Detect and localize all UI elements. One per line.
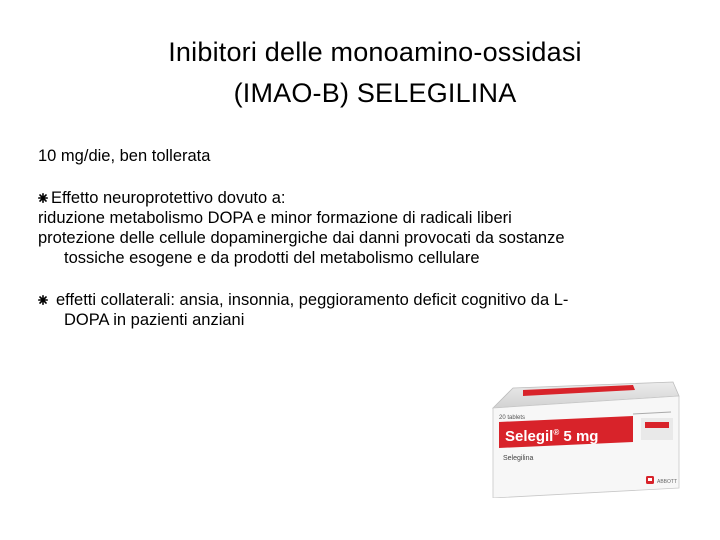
section1-line-2: protezione delle cellule dopaminergiche dai danni provocati da sostanze bbox=[38, 229, 565, 247]
package-count-text: 20 tablets bbox=[499, 415, 526, 421]
section2-line-2: DOPA in pazienti anziani bbox=[64, 311, 245, 329]
asterisk-bullet-icon bbox=[38, 193, 48, 203]
package-generic-text: Selegilina bbox=[503, 455, 534, 462]
section1-heading-row bbox=[38, 188, 698, 208]
abbott-logo-icon bbox=[646, 476, 654, 484]
dose-text: 10 mg/die, ben tollerata bbox=[38, 147, 211, 165]
package-maker-text: ABBOTT bbox=[657, 479, 678, 485]
section1-heading: Effetto neuroprotettivo dovuto a: bbox=[51, 189, 286, 207]
slide-title bbox=[0, 32, 720, 114]
section1-line-1: riduzione metabolismo DOPA e minor formazione di radicali liberi bbox=[38, 209, 512, 227]
asterisk-bullet-icon bbox=[38, 295, 48, 305]
section1-line-3: tossiche esogene e da prodotti del metabolismo cellulare bbox=[64, 249, 480, 267]
title-line-2: (IMAO-B) SELEGILINA bbox=[233, 78, 517, 108]
package-dose: 5 mg bbox=[559, 428, 599, 445]
slide-body bbox=[38, 146, 698, 330]
selegil-package-image bbox=[483, 378, 683, 498]
section2-row bbox=[38, 290, 698, 310]
package-brand: Selegil bbox=[505, 428, 554, 445]
section2-line-1: effetti collaterali: ansia, insonnia, peggioramento deficit cognitivo da L- bbox=[56, 291, 569, 309]
title-line-1: Inibitori delle monoamino-ossidasi bbox=[168, 37, 582, 67]
package-brand-text: Selegil® 5 mg bbox=[505, 428, 599, 445]
